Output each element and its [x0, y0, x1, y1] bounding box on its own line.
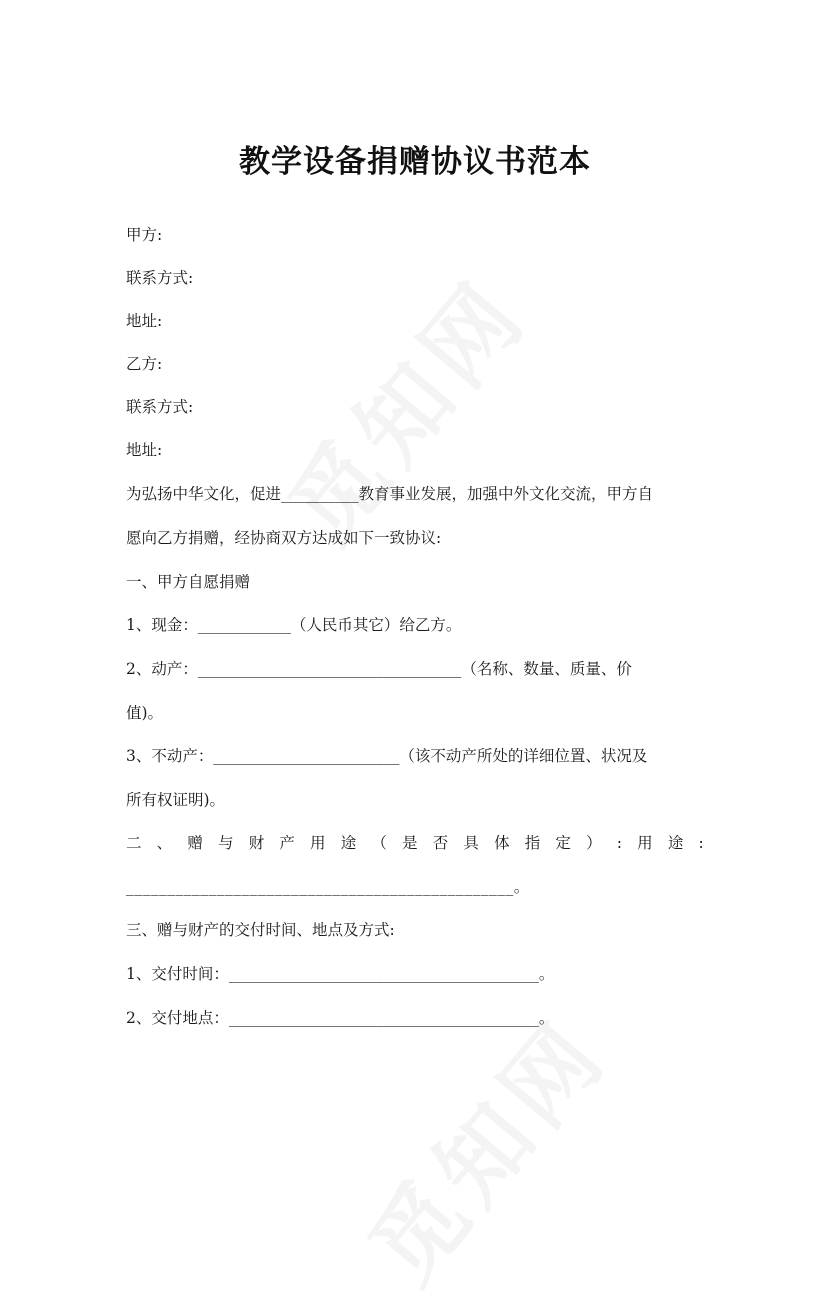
section-2-char: 二	[126, 834, 142, 852]
section-2-char: 体	[494, 834, 510, 852]
watermark	[334, 986, 632, 1305]
section-1-item-realestate-line-2: 所有权证明)。	[126, 791, 226, 809]
section-1-item-movable-line-2: 值)。	[126, 704, 164, 722]
party-b-address-label: 地址:	[126, 441, 163, 459]
section-2-char: ）	[586, 834, 602, 852]
section-2-char: 是	[402, 834, 418, 852]
section-2-usage-blank: _______________________________________________。	[126, 878, 530, 896]
intro-paragraph-line-1: 为弘扬中华文化，促进__________教育事业发展，加强中外文化交流，甲方自	[126, 485, 654, 503]
section-2-char: 途	[667, 834, 684, 852]
section-2-heading	[126, 833, 704, 853]
section-2-char: 财	[248, 834, 265, 852]
party-a-contact-label: 联系方式:	[126, 269, 194, 287]
party-b-label: 乙方:	[126, 355, 163, 373]
section-2-char: 与	[218, 834, 234, 852]
section-3-item-delivery-place: 2、交付地点：________________________________________。	[126, 1009, 555, 1027]
section-2-char: :	[698, 834, 704, 852]
section-2-char: 用	[637, 834, 653, 852]
section-2-char: :	[616, 834, 622, 852]
section-1-item-movable-line-1: 2、动产：__________________________________（名称、数量、质量、价	[126, 660, 632, 678]
intro-paragraph-line-2: 愿向乙方捐赠，经协商双方达成如下一致协议:	[126, 529, 442, 547]
section-3-item-delivery-time: 1、交付时间：________________________________________。	[126, 965, 555, 983]
section-2-char: 具	[463, 834, 479, 852]
section-2-char: （	[371, 834, 387, 852]
section-2-char: 否	[432, 834, 449, 852]
section-2-char: 产	[279, 834, 295, 852]
section-2-char: 指	[524, 834, 541, 852]
section-2-char: 赠	[187, 834, 203, 852]
section-1-heading: 一、甲方自愿捐赠	[126, 573, 251, 591]
section-1-item-realestate-line-1: 3、不动产：________________________（该不动产所处的详细位置、状况及	[126, 747, 648, 765]
section-2-char: 途	[340, 834, 357, 852]
party-a-address-label: 地址:	[126, 312, 163, 330]
section-3-heading: 三、赠与财产的交付时间、地点及方式:	[126, 921, 395, 939]
document-title: 教学设备捐赠协议书范本	[239, 144, 591, 180]
party-a-label: 甲方:	[126, 226, 163, 244]
section-2-char: 、	[156, 834, 173, 852]
section-2-char: 定	[555, 834, 571, 852]
section-2-char: 用	[310, 834, 326, 852]
party-b-contact-label: 联系方式:	[126, 398, 194, 416]
watermark	[254, 246, 552, 565]
section-1-item-cash: 1、现金：____________（人民币其它）给乙方。	[126, 616, 462, 634]
